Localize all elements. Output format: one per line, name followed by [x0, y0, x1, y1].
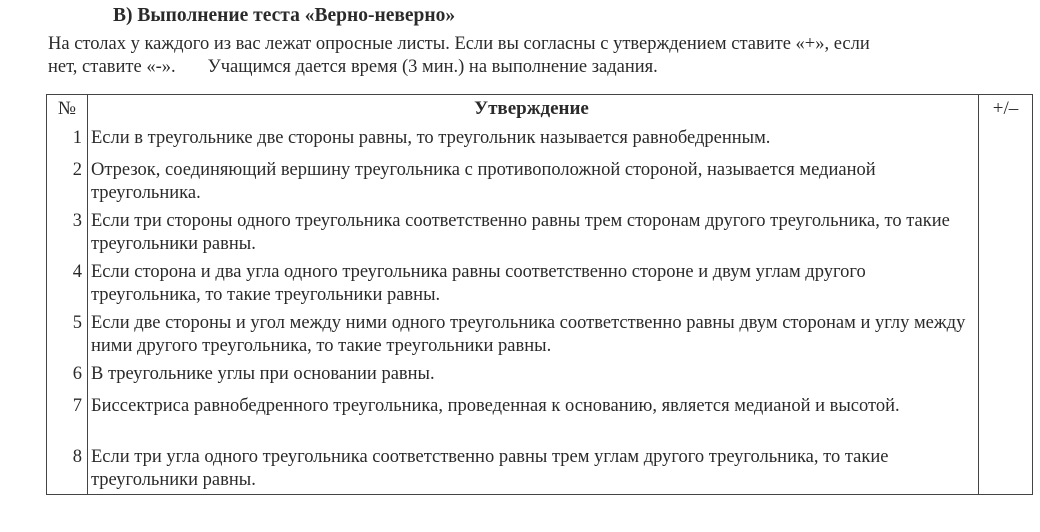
table-row	[47, 360, 1033, 392]
instructions-line-2	[48, 56, 1033, 79]
header-statement: Утверждение	[88, 95, 979, 125]
instructions-line-2a: нет, ставите «-».	[48, 57, 176, 77]
row-number: 5	[47, 309, 88, 360]
row-mark-cell[interactable]	[979, 258, 1033, 309]
row-number: 3	[47, 207, 88, 258]
instructions-line-1: На столах у каждого из вас лежат опросные листы. Если вы согласны с утверждением ставите «+», если	[48, 34, 870, 54]
row-mark-cell[interactable]	[979, 156, 1033, 207]
row-mark-cell[interactable]	[979, 443, 1033, 495]
row-statement: Если в треугольнике две стороны равны, то треугольник называется равнобедренным.	[88, 124, 979, 156]
table-row	[47, 392, 1033, 443]
row-mark-cell[interactable]	[979, 207, 1033, 258]
table-row	[47, 156, 1033, 207]
row-number: 4	[47, 258, 88, 309]
header-mark: +/–	[979, 95, 1033, 125]
row-statement: Если три угла одного треугольника соответственно равны трем углам другого треугольника, то такие треугольники равны.	[88, 443, 979, 495]
row-mark-cell[interactable]	[979, 124, 1033, 156]
table-header-row	[47, 95, 1033, 125]
table-row	[47, 124, 1033, 156]
instructions	[48, 33, 1033, 79]
row-mark-cell[interactable]	[979, 360, 1033, 392]
row-statement: В треугольнике углы при основании равны.	[88, 360, 979, 392]
row-number: 1	[47, 124, 88, 156]
row-statement: Если сторона и два угла одного треугольника равны соответственно стороне и двум углам другого треугольника, то такие треугольники равны.	[88, 258, 979, 309]
row-mark-cell[interactable]	[979, 309, 1033, 360]
table-row	[47, 207, 1033, 258]
row-number: 2	[47, 156, 88, 207]
true-false-table	[46, 94, 1033, 495]
row-mark-cell[interactable]	[979, 392, 1033, 443]
row-statement: Биссектриса равнобедренного треугольника, проведенная к основанию, является медианой и высотой.	[88, 392, 979, 443]
table-row	[47, 258, 1033, 309]
row-number: 8	[47, 443, 88, 495]
header-number: №	[47, 95, 88, 125]
table-row	[47, 443, 1033, 495]
table-row	[47, 309, 1033, 360]
instructions-line-2b: Учащимся дается время (3 мин.) на выполнение задания.	[207, 57, 658, 77]
row-number: 7	[47, 392, 88, 443]
row-statement: Если две стороны и угол между ними одного треугольника соответственно равны двум сторонам и углу между ними другого треугольника, то такие треугольники равны.	[88, 309, 979, 360]
row-statement: Если три стороны одного треугольника соответственно равны трем сторонам другого треугольника, то такие треугольники равны.	[88, 207, 979, 258]
row-number: 6	[47, 360, 88, 392]
row-statement: Отрезок, соединяющий вершину треугольника с противоположной стороной, называется медианой треугольника.	[88, 156, 979, 207]
section-title: B) Выполнение теста «Верно-неверно»	[113, 5, 456, 26]
